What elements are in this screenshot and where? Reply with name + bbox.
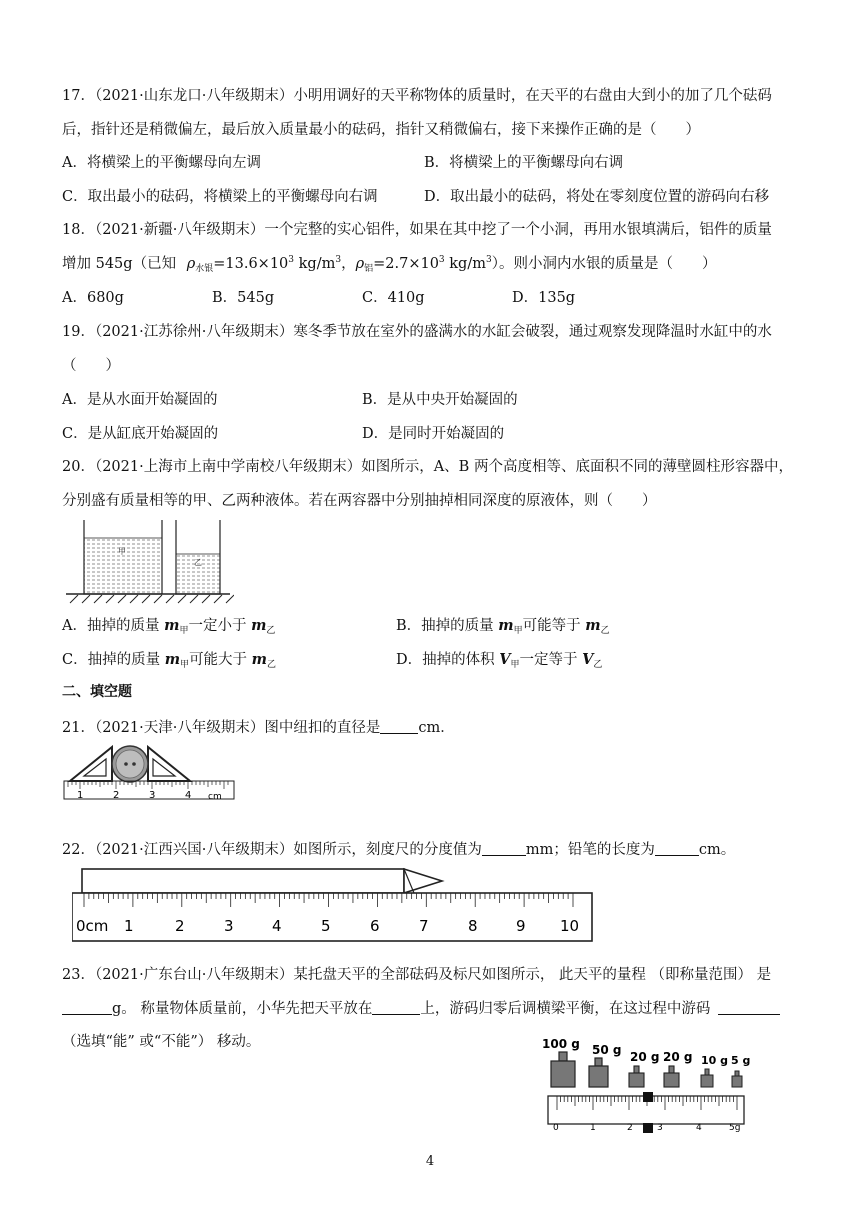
- q23-blank-range: [62, 1000, 112, 1015]
- weight-label-20g-b: 20 g: [663, 1050, 693, 1064]
- q17-option-d: D．取出最小的砝码，将处在零刻度位置的游码向右移: [424, 189, 770, 205]
- weight-5g: [732, 1071, 742, 1087]
- q22-label-10: 10: [560, 917, 580, 935]
- q22-label-4: 4: [272, 917, 282, 935]
- ruler22-body: [72, 893, 592, 941]
- q20-stem-line2: 分别盛有质量相等的甲、乙两种液体。若在两容器中分别抽掉相同深度的原液体，则（ ）: [62, 493, 657, 509]
- weight-label-5g: 5 g: [731, 1054, 750, 1067]
- q22-label-0cm: 0cm: [76, 917, 109, 935]
- q17-stem-line1: 17．（2021·山东龙口·八年级期末）小明用调好的天平称物体的质量时，在天平的右盘由大到小的加了几个砝码: [62, 88, 772, 104]
- q20-option-b: B．抽掉的质量 $m_甲$可能等于 $m_乙$: [396, 617, 610, 636]
- q18-option-c: C．410g: [362, 290, 425, 306]
- q22-label-7: 7: [419, 917, 429, 935]
- q23-stem-line1: 23．（2021·广东台山·八年级期末）某托盘天平的全部砝码及标尺如图所示， 此天平的量程 （即称量范围） 是: [62, 967, 772, 983]
- label-yi: 乙: [194, 558, 202, 567]
- q21-button-ruler-figure: [62, 745, 240, 801]
- q21-label-1: 1: [77, 790, 84, 801]
- q23-weights-scale-figure: [538, 1034, 750, 1138]
- q21-label-2: 2: [113, 790, 120, 801]
- scale-label-5g: 5g: [729, 1123, 741, 1133]
- q20-stem-line1: 20．（2021·上海市上南中学南校八年级期末）如图所示，A、B 两个高度相等、底面积不同的薄壁圆柱形容器中，: [62, 459, 793, 475]
- q19-option-a: A．是从水面开始凝固的: [62, 392, 218, 408]
- scale-label-1: 1: [590, 1123, 596, 1133]
- weight-100g: [551, 1052, 575, 1087]
- q22-blank-cm: [655, 841, 699, 856]
- weight-label-10g: 10 g: [701, 1054, 729, 1067]
- page-number: 4: [425, 1154, 435, 1169]
- q21-answer-blank: [380, 719, 418, 734]
- q17-option-a: A．将横梁上的平衡螺母向左调: [62, 155, 261, 171]
- weight-label-20g-a: 20 g: [630, 1050, 660, 1064]
- q23-blank-place: [372, 1000, 420, 1015]
- scale-label-0: 0: [553, 1123, 559, 1133]
- q22-label-5: 5: [321, 917, 331, 935]
- q18-option-a: A．680g: [62, 290, 124, 306]
- q18-stem-line2: 增加 545g（已知 $\rho_{水银}=13.6\times 10^3$ $kg/m^3$，$\rho_铝=2.7\times 10^3$ $kg/m^3$）。则小洞内水银的质量是（ ）: [62, 255, 717, 274]
- scale-label-4: 4: [696, 1123, 702, 1133]
- rider-bottom: [643, 1123, 653, 1133]
- scale-label-3: 3: [657, 1123, 663, 1133]
- weight-10g: [701, 1069, 713, 1087]
- q23-blank-can-move: [718, 1000, 780, 1015]
- section-title-fill-blank: 二、填空题: [62, 684, 132, 700]
- q22-pencil-ruler-figure: [72, 867, 596, 945]
- weight-20g-a: [629, 1066, 644, 1087]
- q19-option-d: D．是同时开始凝固的: [362, 426, 505, 442]
- weight-50g: [589, 1058, 608, 1087]
- q18-option-b: B．545g: [212, 290, 275, 306]
- q20-option-a: A．抽掉的质量 $m_甲$一定小于 $m_乙$: [62, 617, 276, 636]
- q19-option-c: C．是从缸底开始凝固的: [62, 426, 219, 442]
- q17-stem-line2: 后，指针还是稍微偏左，最后放入质量最小的砝码，指针又稍微偏右，接下来操作正确的是（ ）: [62, 122, 700, 138]
- q18-option-d: D．135g: [512, 290, 576, 306]
- pencil-tip: [404, 869, 442, 893]
- q19-option-b: B．是从中央开始凝固的: [362, 392, 518, 408]
- rider-top: [643, 1092, 653, 1102]
- q19-stem-line2: （ ）: [62, 358, 120, 374]
- q19-stem-line1: 19．（2021·江苏徐州·八年级期末）寒冬季节放在室外的盛满水的水缸会破裂，通过观察发现降温时水缸中的水: [62, 324, 772, 340]
- q21-label-3: 3: [149, 790, 156, 801]
- q22-label-1: 1: [124, 917, 134, 935]
- q23-stem-line3: （选填“能” 或“不能”） 移动。: [62, 1034, 261, 1050]
- q20-containers-figure: [62, 514, 234, 606]
- weight-label-50g: 50 g: [592, 1043, 622, 1057]
- weight-label-100g: 100 g: [542, 1037, 580, 1051]
- q17-option-b: B．将横梁上的平衡螺母向右调: [424, 155, 624, 171]
- q22-label-3: 3: [224, 917, 234, 935]
- q20-option-d: D．抽掉的体积 $V_甲$一定等于 $V_乙$: [396, 651, 603, 670]
- q21-unit: cm: [208, 792, 222, 801]
- label-jia: 甲: [118, 547, 126, 556]
- ground-hatch: [70, 595, 234, 603]
- q22-stem: 22．（2021·江西兴国·八年级期末）如图所示，刻度尺的分度值为 mm；铅笔的长度为 cm。: [62, 842, 736, 858]
- ruler-ticks: [68, 781, 228, 789]
- q21-stem: 21．（2021·天津·八年级期末）图中纽扣的直径是 cm．: [62, 720, 455, 736]
- q20-option-c: C．抽掉的质量 $m_甲$可能大于 $m_乙$: [62, 651, 277, 670]
- q22-label-8: 8: [468, 917, 478, 935]
- scale-label-2: 2: [627, 1123, 633, 1133]
- pencil-body: [82, 869, 404, 893]
- q17-option-c: C．取出最小的砝码，将横梁上的平衡螺母向右调: [62, 189, 378, 205]
- q23-stem-line2: g。 称量物体质量前，小华先把天平放在 上，游码归零后调横梁平衡，在这过程中游码: [62, 997, 780, 1018]
- q18-stem-line1: 18．（2021·新疆·八年级期末）一个完整的实心铝件，如果在其中挖了一个小洞，再用水银填满后，铝件的质量: [62, 222, 772, 238]
- q22-blank-mm: [482, 841, 526, 856]
- weight-20g-b: [664, 1066, 679, 1087]
- q21-label-4: 4: [185, 790, 192, 801]
- q22-label-2: 2: [175, 917, 185, 935]
- q22-label-9: 9: [516, 917, 526, 935]
- q22-label-6: 6: [370, 917, 380, 935]
